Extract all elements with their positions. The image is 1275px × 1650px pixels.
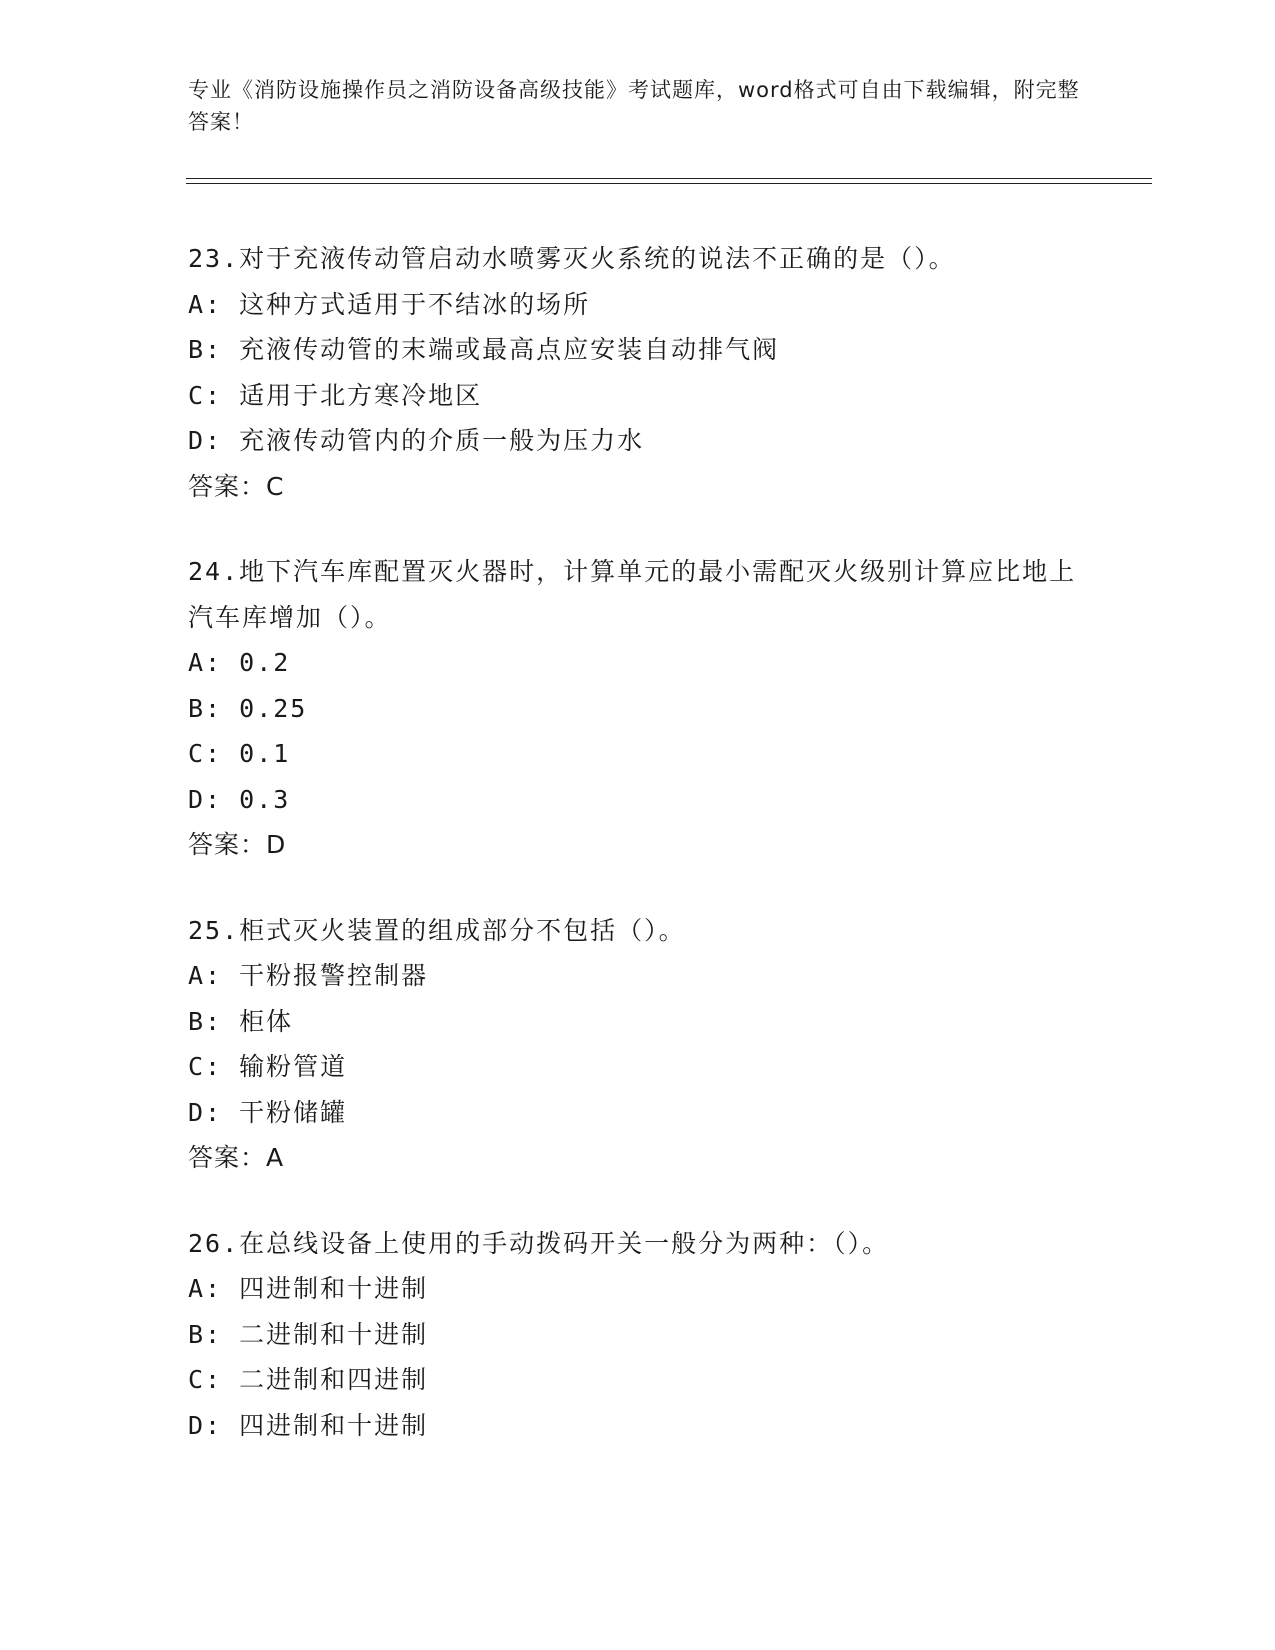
question-25 <box>188 908 1088 1181</box>
option-b: B: 柜体 <box>188 1006 294 1036</box>
option-a: A: 干粉报警控制器 <box>188 961 429 990</box>
question-stem: 24.地下汽车库配置灭火器时，计算单元的最小需配灭火级别计算应比地上汽车库增加（）。 <box>188 557 1077 632</box>
question-list <box>188 236 1088 1488</box>
question-stem: 23.对于充液传动管启动水喷雾灭火系统的说法不正确的是（）。 <box>188 244 956 273</box>
option-b: B: 二进制和十进制 <box>188 1319 429 1349</box>
answer: 答案：A <box>188 1143 285 1172</box>
option-b: B: 0.25 <box>188 693 308 723</box>
question-stem: 25.柜式灭火装置的组成部分不包括（）。 <box>188 915 686 945</box>
question-24 <box>188 549 1088 868</box>
option-b: B: 充液传动管的末端或最高点应安装自动排气阀 <box>188 335 780 364</box>
option-c: C: 适用于北方寒冷地区 <box>188 380 483 410</box>
option-d: D: 四进制和十进制 <box>188 1410 429 1440</box>
option-c: C: 0.1 <box>188 739 291 768</box>
question-stem: 26.在总线设备上使用的手动拨码开关一般分为两种：（）。 <box>188 1228 890 1258</box>
option-a: A: 这种方式适用于不结冰的场所 <box>188 289 591 319</box>
option-d: D: 干粉储罐 <box>188 1097 348 1127</box>
option-c: C: 二进制和四进制 <box>188 1365 429 1394</box>
question-23 <box>188 236 1088 509</box>
option-a: A: 四进制和十进制 <box>188 1274 429 1303</box>
option-a: A: 0.2 <box>188 648 291 677</box>
answer: 答案：D <box>188 830 287 859</box>
option-d: D: 充液传动管内的介质一般为压力水 <box>188 426 645 455</box>
document-header: 专业《消防设施操作员之消防设备高级技能》考试题库，word格式可自由下载编辑，附完整答案！ <box>188 78 1080 134</box>
header-divider-top <box>186 178 1152 179</box>
question-26 <box>188 1221 1088 1449</box>
option-d: D: 0.3 <box>188 784 291 814</box>
header-divider-bottom <box>186 183 1152 184</box>
answer: 答案：C <box>188 471 285 501</box>
option-c: C: 输粉管道 <box>188 1052 348 1081</box>
